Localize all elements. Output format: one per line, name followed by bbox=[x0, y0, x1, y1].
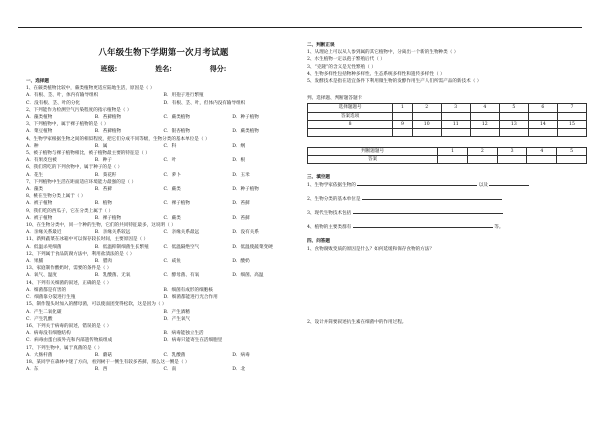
mc-answer-row-numbers-2 bbox=[308, 120, 587, 128]
mc-option[interactable]: D．细菌都能进行光合作用 bbox=[163, 295, 218, 301]
mc-options-row bbox=[26, 114, 301, 121]
mc-question-stem: 7、下列植物中生活在距面适应环境能力最强的是（ ） bbox=[26, 179, 137, 185]
mc-question-number: 4 bbox=[470, 104, 499, 112]
tf-item: 2、水生植物一定以孢子繁殖后代（ ） bbox=[307, 57, 385, 63]
mc-option[interactable]: B．低温抑制细菌生长繁殖 bbox=[94, 244, 149, 250]
mc-question-stem: 15、制作馒头时加入的酵母菌，可以使面团变得松软，这是因为（ ） bbox=[26, 302, 167, 308]
mc-question-number: 13 bbox=[499, 120, 528, 128]
mc-row1-label: 选择题题号 bbox=[308, 104, 393, 112]
mc-options-row bbox=[26, 229, 301, 236]
answer-cell[interactable] bbox=[499, 129, 528, 137]
answer-space[interactable] bbox=[307, 297, 592, 319]
answer-cell[interactable] bbox=[441, 129, 470, 137]
answer-cell[interactable] bbox=[499, 112, 528, 120]
tf-row1-label: 判断题题号 bbox=[308, 148, 438, 156]
mc-option[interactable]: C．科 bbox=[163, 143, 177, 149]
mc-question-stem: 18、某同学在森林中迷了方向，看到树干一侧生有较多苔藓，那么这一侧是（ ） bbox=[26, 359, 190, 365]
score-label: 得分: bbox=[209, 64, 227, 73]
mc-option[interactable]: C．蕨类 bbox=[163, 187, 181, 193]
mc-option[interactable]: A．病毒没有细胞结构 bbox=[26, 331, 71, 337]
mc-question-number: 9 bbox=[393, 120, 412, 128]
fill-blank[interactable] bbox=[489, 185, 529, 186]
mc-question-stem: 14、下列有关细菌的叙述，正确的是（ ） bbox=[26, 280, 112, 286]
spacer bbox=[307, 189, 592, 196]
answer-cell[interactable] bbox=[393, 112, 412, 120]
mc-question-number: 6 bbox=[528, 104, 557, 112]
mc-options-row bbox=[26, 330, 301, 337]
mc-option[interactable]: D．北 bbox=[232, 367, 246, 373]
fill-text-tail: 等。 bbox=[494, 225, 504, 231]
mc-option[interactable]: D．细菌、高温 bbox=[232, 273, 264, 279]
mc-question-number: 5 bbox=[499, 104, 528, 112]
answer-cell[interactable] bbox=[557, 156, 587, 164]
mc-option[interactable]: C．南 bbox=[163, 367, 177, 373]
mc-option[interactable]: D．酸奶 bbox=[232, 259, 250, 265]
mc-option[interactable]: C．细菌靠分裂进行生殖 bbox=[26, 295, 76, 301]
mc-option[interactable]: B．种子 bbox=[94, 158, 112, 164]
mc-option[interactable]: A．有果皮包被 bbox=[26, 158, 57, 164]
mc-option[interactable]: A．菜豆植物 bbox=[26, 129, 53, 135]
mc-option[interactable]: D．苔藓 bbox=[232, 215, 250, 221]
answer-cell[interactable] bbox=[527, 156, 557, 164]
tf-answer-row-answers bbox=[308, 156, 587, 164]
mc-question-number: 2 bbox=[412, 104, 441, 112]
mc-question-stem: 8、桃在生物分类上属于（ ） bbox=[26, 194, 86, 200]
fill-item-4 bbox=[307, 224, 592, 231]
spacer bbox=[307, 217, 592, 224]
mc-options-row bbox=[26, 272, 301, 279]
spacer bbox=[307, 231, 592, 238]
mc-option[interactable]: B．葵花籽 bbox=[94, 172, 117, 178]
mc-option[interactable]: B．腊肉 bbox=[94, 259, 112, 265]
mc-option[interactable]: B．产生酒精 bbox=[163, 309, 190, 315]
answer-cell[interactable] bbox=[412, 129, 441, 137]
mc-option[interactable]: B．植物 bbox=[94, 201, 112, 207]
fill-text-3: 3、现代生物技术包括 bbox=[307, 211, 352, 217]
mc-option[interactable]: B．属 bbox=[94, 143, 108, 149]
mc-option[interactable]: C．没有根、茎、叶的分化 bbox=[26, 100, 81, 106]
mc-option[interactable]: B．蘑菇 bbox=[94, 352, 112, 358]
mc-question-number: 14 bbox=[528, 120, 557, 128]
mc-option[interactable]: D．种子植物 bbox=[232, 115, 259, 121]
mc-question-stem: 2、下列能作为检测空气污染程度的指示植物是（ ） bbox=[26, 107, 132, 113]
mc-answer-row-choices-2 bbox=[308, 129, 587, 137]
mc-option[interactable]: C．亲缘关系最远 bbox=[163, 230, 200, 236]
mc-option[interactable]: D．有根、茎、叶，但体内没有输导组织 bbox=[163, 100, 246, 106]
mc-question-number: 7 bbox=[557, 104, 586, 112]
answer-card-caption: 判、选择题、判断题答题卡 bbox=[307, 96, 363, 102]
mc-option[interactable]: C．乳酸菌 bbox=[163, 352, 186, 358]
mc-option[interactable]: D．病毒只能寄生在活细胞里 bbox=[163, 338, 223, 344]
mc-option[interactable]: D．蕨类植物 bbox=[232, 129, 259, 135]
mc-question-stem: 12、下列属于食品防腐方法中，利用盐渍法的是（ ） bbox=[26, 251, 135, 257]
mc-option[interactable]: A．亲缘关系最近 bbox=[26, 230, 62, 236]
mc-question-stem: 5、被子植物与裸子植物相比，被子植物最主要的特征是（ ） bbox=[26, 151, 150, 157]
mc-option[interactable]: A．藻类 bbox=[26, 187, 44, 193]
answer-cell[interactable] bbox=[470, 129, 499, 137]
mc-option[interactable]: B．裸子植物 bbox=[94, 215, 122, 221]
mc-option[interactable]: A．氧气、温度 bbox=[26, 273, 57, 279]
mc-question-number: 3 bbox=[441, 104, 470, 112]
mc-option[interactable]: A．果脯 bbox=[26, 259, 44, 265]
fill-blank[interactable] bbox=[353, 213, 503, 214]
mc-option[interactable]: A．有根、茎、叶，体内有输导组织 bbox=[26, 93, 99, 99]
mc-option[interactable]: D．没有关系 bbox=[232, 230, 259, 236]
mc-options-row bbox=[26, 244, 301, 251]
answer-cell[interactable] bbox=[441, 112, 470, 120]
fill-text-2: 2、生物分类的基本单位是 bbox=[307, 196, 361, 202]
tf-heading: 二、判断正误 bbox=[307, 43, 335, 48]
mc-option[interactable]: C．酵母菌、有氧 bbox=[163, 273, 200, 279]
mc-question-stem: 17、下列生物中，属于真菌的是（ ） bbox=[26, 345, 103, 351]
mc-option[interactable]: C．叶 bbox=[163, 158, 177, 164]
mc-option[interactable]: A．被子植物 bbox=[26, 215, 53, 221]
mc-option[interactable]: B．苔藓 bbox=[94, 187, 112, 193]
mc-question-stem: 16、下列关于病毒的叙述，错误的是（ ） bbox=[26, 323, 112, 329]
mc-question-number: 10 bbox=[412, 120, 441, 128]
mc-answer-row-numbers bbox=[308, 104, 587, 112]
mc-option[interactable]: D．病毒 bbox=[232, 352, 250, 358]
mc-options-row bbox=[26, 337, 301, 344]
answer-cell[interactable] bbox=[497, 156, 527, 164]
tf-question-number: 5 bbox=[557, 148, 587, 156]
fill-text-connector: 以及 bbox=[478, 182, 489, 188]
fill-blank[interactable] bbox=[357, 185, 477, 186]
page-title: 八年级生物下学期第一次月考试题 bbox=[98, 47, 229, 57]
mc-options-row bbox=[26, 186, 301, 193]
tf-question-number: 2 bbox=[467, 148, 497, 156]
mc-options-row bbox=[26, 100, 301, 107]
mc-options-row bbox=[26, 258, 301, 265]
mc-options-row bbox=[26, 200, 301, 207]
mc-option[interactable]: D．纲 bbox=[232, 143, 246, 149]
mc-options-row bbox=[26, 172, 301, 179]
mc-question-number: 8 bbox=[308, 120, 393, 128]
mc-option[interactable]: A．种 bbox=[26, 143, 39, 149]
mc-option[interactable]: D．根 bbox=[232, 158, 246, 164]
mc-options-row bbox=[26, 294, 301, 301]
mc-options-row bbox=[26, 92, 301, 99]
mc-option[interactable]: C．蕨类植物 bbox=[163, 115, 190, 121]
mc-answer-table bbox=[307, 103, 587, 137]
mc-question-number: 15 bbox=[557, 120, 586, 128]
name-label: 姓名: bbox=[155, 64, 172, 73]
tf-item: 3、“克隆”的含义是无性繁殖（ ） bbox=[307, 64, 376, 70]
class-label: 班级: bbox=[100, 64, 118, 73]
mc-options-row bbox=[26, 143, 301, 150]
right-column bbox=[307, 42, 592, 326]
mc-question-stem: 4、生物学家根据生物之间的相似程度，把它们分成不同等级，生物分类的基本单位是（ ） bbox=[26, 136, 210, 142]
mc-option[interactable]: B．细菌有成形的细胞核 bbox=[163, 287, 213, 293]
mc-option[interactable]: D．苔藓 bbox=[232, 201, 250, 207]
mc-option[interactable]: B．乳酸菌、无氧 bbox=[94, 273, 131, 279]
qa-heading: 四、问答题 bbox=[307, 239, 330, 245]
fill-text-4: 4、植物的主要类群有 bbox=[307, 225, 352, 231]
mc-row2-label: 答案选项 bbox=[308, 112, 393, 120]
student-info-line bbox=[26, 64, 301, 74]
mc-option[interactable]: A．花生 bbox=[26, 172, 44, 178]
fill-item-1 bbox=[307, 182, 592, 189]
fill-item-2 bbox=[307, 196, 592, 203]
mc-question-stem: 10、在生物分类中，同一个种的生物，它们的共同特征最多，这说明（ ） bbox=[26, 223, 176, 229]
mc-option[interactable]: B．苔藓植物 bbox=[94, 115, 122, 121]
answer-cell[interactable] bbox=[528, 112, 557, 120]
mc-option[interactable]: C．萝卜 bbox=[163, 172, 181, 178]
qa-item-1: 1、食物腐败变质的原因是什么？如何延缓和保存食物的方法？ bbox=[307, 246, 434, 252]
answer-cell[interactable] bbox=[412, 112, 441, 120]
mc-options-row bbox=[26, 316, 301, 323]
mc-option[interactable]: B．西 bbox=[94, 367, 108, 373]
mc-option[interactable]: B．用孢子进行繁殖 bbox=[163, 93, 204, 99]
mc-options-row bbox=[26, 309, 301, 316]
fill-heading: 三、填空题 bbox=[307, 175, 330, 181]
tf-question-number: 4 bbox=[527, 148, 557, 156]
answer-space[interactable] bbox=[307, 253, 592, 275]
tf-answer-table bbox=[307, 147, 587, 164]
left-column bbox=[26, 33, 301, 373]
mc-option[interactable]: A．被子植物 bbox=[26, 201, 53, 207]
mc-option[interactable]: D．产生氧气 bbox=[163, 316, 191, 322]
mc-option[interactable]: C．蕨类 bbox=[163, 215, 181, 221]
mc-options-row bbox=[26, 352, 301, 359]
mc-question-number: 12 bbox=[470, 120, 499, 128]
mc-question-stem: 13、家庭制作酸奶时，需要的条件是（ ） bbox=[26, 266, 112, 272]
fill-blank[interactable] bbox=[353, 227, 493, 228]
mc-option[interactable]: C．低温隔绝空气 bbox=[163, 244, 200, 250]
mc-question-stem: 6、我们常吃的下列食物中，属于种子的是（ ） bbox=[26, 165, 123, 171]
fill-text-1: 1、生物学家依据生物的 bbox=[307, 182, 356, 188]
answer-cell[interactable] bbox=[528, 129, 557, 137]
tf-question-number: 3 bbox=[497, 148, 527, 156]
mc-options-row bbox=[26, 157, 301, 164]
mc-option[interactable]: D．种子植物 bbox=[232, 187, 259, 193]
mc-option[interactable]: D．玉米 bbox=[232, 172, 250, 178]
tf-list bbox=[307, 49, 592, 85]
mc-option[interactable]: A．藻类植物 bbox=[26, 115, 53, 121]
fill-blank[interactable] bbox=[362, 199, 502, 200]
top-rule bbox=[18, 27, 582, 28]
mc-option[interactable]: C．咸鱼 bbox=[163, 259, 181, 265]
mc-option[interactable]: C．病毒由蛋白质外壳和内部遗传物质组成 bbox=[26, 338, 113, 344]
mc-option[interactable]: A．低温杀死细菌 bbox=[26, 244, 62, 250]
mc-question-list bbox=[26, 85, 301, 373]
mc-option[interactable]: C．产生乳酸 bbox=[26, 316, 53, 322]
mc-option[interactable]: B．病毒能独立生活 bbox=[163, 331, 204, 337]
mc-question-stem: 9、我们吃的西瓜子，它在分类上属于（ ） bbox=[26, 208, 114, 214]
mc-option[interactable]: A．产生二氧化碳 bbox=[26, 309, 62, 315]
mc-question-number: 11 bbox=[441, 120, 470, 128]
mc-heading: 一、选择题 bbox=[26, 79, 49, 84]
answer-cell[interactable] bbox=[470, 112, 499, 120]
mc-option[interactable]: B．苔藓植物 bbox=[94, 129, 122, 135]
qa-item-2: 2、设计并简要叙述抗生素在细菌中的作用过程。 bbox=[307, 319, 407, 325]
mc-option[interactable]: C．裸子植物 bbox=[163, 201, 190, 207]
mc-options-row bbox=[26, 287, 301, 294]
mc-option[interactable]: A．大肠杆菌 bbox=[26, 352, 53, 358]
mc-option[interactable]: D．低温使蔬菜变硬 bbox=[232, 244, 273, 250]
tf-question-number: 1 bbox=[438, 148, 468, 156]
mc-question-stem: 3、下列植物中，属于裸子植物的是（ ） bbox=[26, 122, 109, 128]
mc-option[interactable]: A．东 bbox=[26, 367, 39, 373]
answer-cell[interactable] bbox=[467, 156, 497, 164]
mc-option[interactable]: A．细菌都是有害的 bbox=[26, 287, 67, 293]
mc-option[interactable]: B．亲缘关系较远 bbox=[94, 230, 131, 236]
tf-answer-row-numbers bbox=[308, 148, 587, 156]
mc-option[interactable]: C．银杏植物 bbox=[163, 129, 190, 135]
answer-cell[interactable] bbox=[393, 129, 412, 137]
tf-item: 4、生物多样性包括物种多样性、生态系统多样性和遗传多样性（ ） bbox=[307, 71, 445, 77]
mc-answer-row-choices bbox=[308, 112, 587, 120]
answer-cell[interactable] bbox=[557, 129, 586, 137]
mc-question-number: 1 bbox=[393, 104, 412, 112]
tf-row2-label: 答案 bbox=[308, 156, 438, 164]
mc-options-row bbox=[26, 215, 301, 222]
mc-options-row bbox=[26, 366, 301, 373]
mc-question-stem: 1、在蕨类植物比较中，蕨类植物更适应陆地生活，原因是（ ） bbox=[26, 86, 155, 92]
answer-cell[interactable] bbox=[438, 156, 468, 164]
fill-item-3 bbox=[307, 210, 592, 217]
spacer bbox=[307, 203, 592, 210]
answer-cell[interactable] bbox=[308, 129, 393, 137]
mc-question-stem: 11、新鲜蔬菜在冰箱中可以保存较长时间，主要原因是（ ） bbox=[26, 237, 149, 243]
answer-space[interactable] bbox=[307, 275, 592, 297]
answer-cell[interactable] bbox=[557, 112, 586, 120]
tf-item: 5、发酵技术是指在适宜条件下利用微生物的发酵作用生产人们所需产品的新技术（ ） bbox=[307, 79, 482, 85]
tf-item: 1、从理论上可以从人参到属的其它植物中，分离出一个新的生物种类（ ） bbox=[307, 50, 459, 56]
mc-options-row bbox=[26, 128, 301, 135]
